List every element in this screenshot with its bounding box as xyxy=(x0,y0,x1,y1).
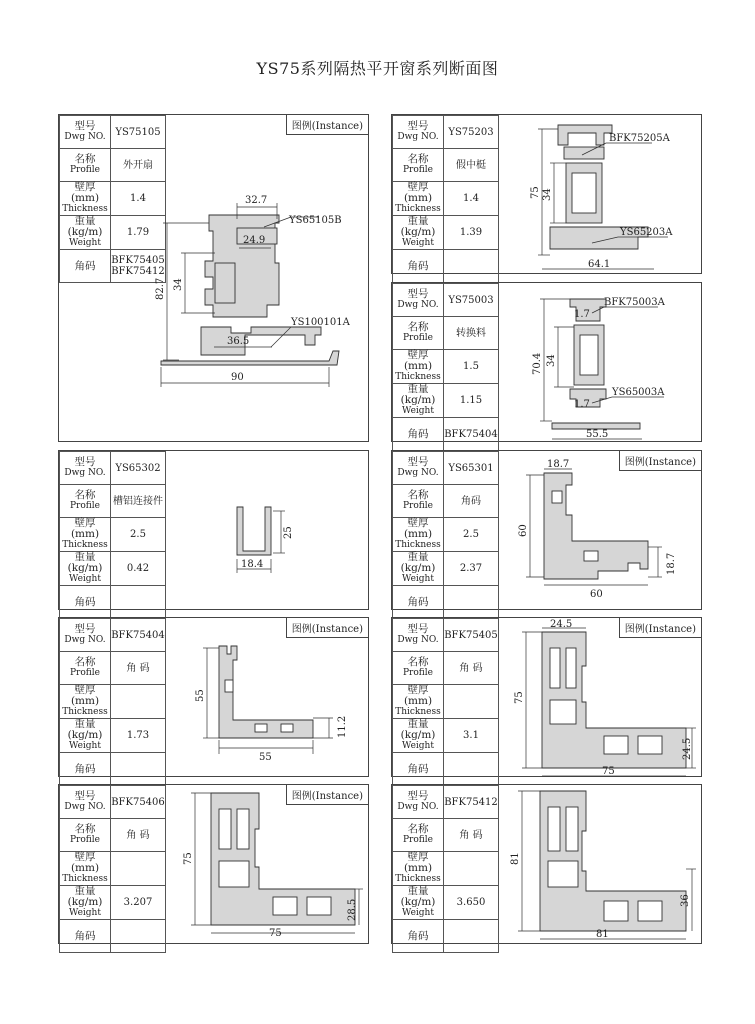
value-profile: 转换料 xyxy=(444,317,499,350)
value-profile: 槽铝连接件 xyxy=(111,485,166,518)
profile-drawing xyxy=(392,451,703,611)
label-dwg-en: Dwg NO. xyxy=(397,132,439,142)
label-dwg-cn: 型号 xyxy=(74,456,96,468)
dim-label: 81 xyxy=(596,929,609,940)
dim-label: 1.7 xyxy=(574,399,590,410)
dim-label: 55 xyxy=(259,752,272,763)
profile-drawing xyxy=(392,115,703,275)
label-weight-cn: 重量 (kg/m) xyxy=(400,383,436,406)
card-bfk75405 xyxy=(391,617,702,777)
label-corner: 角码 xyxy=(74,762,96,775)
label-corner: 角码 xyxy=(407,427,429,440)
dim-label: 75 xyxy=(514,691,525,704)
value-weight: 2.37 xyxy=(444,552,499,586)
callout-label: YS65003A xyxy=(612,387,665,398)
value-thickness: 2.5 xyxy=(111,518,166,552)
label-profile-cn: 名称 xyxy=(407,489,429,501)
label-profile-en: Profile xyxy=(70,835,100,845)
label-thickness-cn: 壁厚 (mm) xyxy=(70,181,100,204)
value-profile: 假中梃 xyxy=(444,149,499,182)
dim-label: 82.7 xyxy=(155,277,166,300)
dim-label: 81 xyxy=(510,852,521,865)
label-profile-cn: 名称 xyxy=(74,153,96,165)
dim-label: 64.1 xyxy=(588,259,611,270)
dim-label: 36 xyxy=(680,894,691,907)
label-weight-cn: 重量 (kg/m) xyxy=(67,551,103,574)
label-weight-en: Weight xyxy=(402,574,434,584)
value-dwg: YS65301 xyxy=(444,452,499,485)
label-thickness-en: Thickness xyxy=(62,874,108,884)
dim-label: 24.5 xyxy=(550,619,573,630)
label-dwg-en: Dwg NO. xyxy=(397,300,439,310)
dim-label: 75 xyxy=(602,766,615,777)
dim-label: 28.5 xyxy=(347,898,358,921)
instance-label: 图例(Instance) xyxy=(619,617,702,638)
card-bfk75406 xyxy=(58,784,369,944)
dim-label: 70.4 xyxy=(532,352,543,375)
dim-label: 32.7 xyxy=(245,195,268,206)
label-dwg-cn: 型号 xyxy=(74,790,96,802)
label-thickness-en: Thickness xyxy=(395,707,441,717)
label-thickness-en: Thickness xyxy=(395,372,441,382)
label-weight-cn: 重量 (kg/m) xyxy=(400,551,436,574)
label-weight-en: Weight xyxy=(402,741,434,751)
value-weight: 1.15 xyxy=(444,384,499,418)
dim-label: 75 xyxy=(530,186,541,199)
value-dwg: YS75003 xyxy=(444,284,499,317)
value-profile: 外开扇 xyxy=(111,149,166,182)
label-dwg-cn: 型号 xyxy=(407,120,429,132)
dim-label: 55.5 xyxy=(586,429,609,440)
label-dwg-cn: 型号 xyxy=(74,623,96,635)
instance-label: 图例(Instance) xyxy=(286,784,369,805)
profile-drawing xyxy=(392,618,703,778)
value-thickness: 1.5 xyxy=(444,350,499,384)
dim-label: 18.4 xyxy=(241,559,264,570)
value-profile: 角 码 xyxy=(444,652,499,685)
label-weight-en: Weight xyxy=(69,741,101,751)
dim-label: 25 xyxy=(283,526,294,539)
dim-label: 1.7 xyxy=(574,309,590,320)
card-ys75003 xyxy=(391,282,702,442)
label-profile-en: Profile xyxy=(403,835,433,845)
label-thickness-en: Thickness xyxy=(62,540,108,550)
value-dwg: BFK75404 xyxy=(111,619,166,652)
label-corner: 角码 xyxy=(407,762,429,775)
label-weight-cn: 重量 (kg/m) xyxy=(67,885,103,908)
callout-label: YS65203A xyxy=(620,227,673,238)
value-dwg: BFK75412 xyxy=(444,786,499,819)
label-weight-cn: 重量 (kg/m) xyxy=(67,215,103,238)
label-profile-en: Profile xyxy=(403,501,433,511)
dim-label: 18.7 xyxy=(666,552,677,575)
label-dwg-cn: 型号 xyxy=(407,790,429,802)
label-thickness-cn: 壁厚 (mm) xyxy=(70,684,100,707)
label-thickness-en: Thickness xyxy=(62,707,108,717)
label-dwg-en: Dwg NO. xyxy=(64,132,106,142)
label-dwg-en: Dwg NO. xyxy=(64,635,106,645)
label-profile-cn: 名称 xyxy=(407,823,429,835)
value-weight: 0.42 xyxy=(111,552,166,586)
value-weight: 3.1 xyxy=(444,719,499,753)
label-thickness-cn: 壁厚 (mm) xyxy=(403,349,433,372)
value-dwg: BFK75405 xyxy=(444,619,499,652)
label-thickness-cn: 壁厚 (mm) xyxy=(403,181,433,204)
label-thickness-cn: 壁厚 (mm) xyxy=(70,517,100,540)
value-profile: 角 码 xyxy=(444,819,499,852)
profile-drawing xyxy=(59,115,370,443)
instance-label: 图例(Instance) xyxy=(619,450,702,471)
dim-label: 24.5 xyxy=(682,737,693,760)
value-weight: 3.207 xyxy=(111,886,166,920)
label-weight-cn: 重量 (kg/m) xyxy=(400,215,436,238)
dim-label: 24.9 xyxy=(243,235,266,246)
card-ys75203 xyxy=(391,114,702,274)
label-dwg-en: Dwg NO. xyxy=(64,468,106,478)
value-profile: 角码 xyxy=(444,485,499,518)
page-title: YS75系列隔热平开窗系列断面图 xyxy=(256,59,499,78)
card-ys65301 xyxy=(391,450,702,610)
label-corner: 角码 xyxy=(74,929,96,942)
callout-label: BFK75205A xyxy=(609,133,670,144)
label-dwg-cn: 型号 xyxy=(407,456,429,468)
label-profile-en: Profile xyxy=(403,165,433,175)
label-profile-cn: 名称 xyxy=(74,656,96,668)
label-weight-en: Weight xyxy=(402,238,434,248)
card-ys75105 xyxy=(58,114,369,442)
dim-label: 34 xyxy=(542,188,553,201)
label-profile-cn: 名称 xyxy=(407,321,429,333)
label-dwg-en: Dwg NO. xyxy=(397,635,439,645)
label-corner: 角码 xyxy=(407,595,429,608)
callout-label: BFK75003A xyxy=(604,297,665,308)
instance-label: 图例(Instance) xyxy=(286,617,369,638)
dim-label: 34 xyxy=(546,354,557,367)
value-corner: BFK75405 BFK75412 xyxy=(111,250,166,283)
value-dwg: YS75105 xyxy=(111,116,166,149)
label-weight-en: Weight xyxy=(69,574,101,584)
label-corner: 角码 xyxy=(74,595,96,608)
value-thickness: 2.5 xyxy=(444,518,499,552)
label-thickness-cn: 壁厚 (mm) xyxy=(403,517,433,540)
dim-label: 11.2 xyxy=(337,715,348,738)
label-profile-en: Profile xyxy=(70,165,100,175)
value-weight: 1.73 xyxy=(111,719,166,753)
label-dwg-cn: 型号 xyxy=(407,623,429,635)
profile-drawing xyxy=(392,785,703,945)
label-thickness-cn: 壁厚 (mm) xyxy=(70,851,100,874)
label-thickness-en: Thickness xyxy=(395,540,441,550)
label-profile-cn: 名称 xyxy=(407,153,429,165)
label-weight-en: Weight xyxy=(402,908,434,918)
dim-label: 18.7 xyxy=(547,459,570,470)
label-dwg-cn: 型号 xyxy=(74,120,96,132)
card-bfk75412 xyxy=(391,784,702,944)
label-weight-cn: 重量 (kg/m) xyxy=(400,885,436,908)
profile-drawing xyxy=(59,451,370,611)
profile-drawing xyxy=(59,618,370,778)
label-corner: 角码 xyxy=(407,259,429,272)
label-weight-en: Weight xyxy=(402,406,434,416)
label-profile-cn: 名称 xyxy=(74,489,96,501)
value-weight: 3.650 xyxy=(444,886,499,920)
value-dwg: BFK75406 xyxy=(111,786,166,819)
label-thickness-cn: 壁厚 (mm) xyxy=(403,684,433,707)
label-thickness-en: Thickness xyxy=(395,204,441,214)
value-thickness: 1.4 xyxy=(444,182,499,216)
label-weight-en: Weight xyxy=(69,908,101,918)
value-profile: 角 码 xyxy=(111,819,166,852)
dim-label: 34 xyxy=(173,278,184,291)
label-weight-cn: 重量 (kg/m) xyxy=(67,718,103,741)
label-profile-cn: 名称 xyxy=(74,823,96,835)
label-weight-cn: 重量 (kg/m) xyxy=(400,718,436,741)
dim-label: 36.5 xyxy=(227,336,250,347)
dim-label: 75 xyxy=(183,852,194,865)
dim-label: 90 xyxy=(231,372,244,383)
value-profile: 角 码 xyxy=(111,652,166,685)
profile-drawing xyxy=(59,785,370,945)
label-profile-en: Profile xyxy=(403,668,433,678)
value-weight: 1.39 xyxy=(444,216,499,250)
label-dwg-cn: 型号 xyxy=(407,288,429,300)
value-dwg: YS75203 xyxy=(444,116,499,149)
dim-label: 75 xyxy=(269,928,282,939)
label-dwg-en: Dwg NO. xyxy=(64,802,106,812)
callout-label: YS65105B xyxy=(289,215,342,226)
label-corner: 角码 xyxy=(407,929,429,942)
label-dwg-en: Dwg NO. xyxy=(397,802,439,812)
dim-label: 60 xyxy=(590,589,603,600)
card-ys65302 xyxy=(58,450,369,610)
value-dwg: YS65302 xyxy=(111,452,166,485)
value-weight: 1.79 xyxy=(111,216,166,250)
label-profile-en: Profile xyxy=(70,668,100,678)
label-thickness-en: Thickness xyxy=(62,204,108,214)
label-weight-en: Weight xyxy=(69,238,101,248)
label-thickness-cn: 壁厚 (mm) xyxy=(403,851,433,874)
dim-label: 60 xyxy=(518,524,529,537)
value-thickness: 1.4 xyxy=(111,182,166,216)
profile-drawing xyxy=(392,283,703,443)
dim-label: 55 xyxy=(195,689,206,702)
card-bfk75404 xyxy=(58,617,369,777)
callout-label: YS100101A xyxy=(291,317,350,328)
label-profile-cn: 名称 xyxy=(407,656,429,668)
label-profile-en: Profile xyxy=(403,333,433,343)
label-profile-en: Profile xyxy=(70,501,100,511)
value-corner: BFK75404 xyxy=(444,418,499,451)
label-dwg-en: Dwg NO. xyxy=(397,468,439,478)
label-corner: 角码 xyxy=(74,259,96,272)
label-thickness-en: Thickness xyxy=(395,874,441,884)
instance-label: 图例(Instance) xyxy=(286,114,369,135)
